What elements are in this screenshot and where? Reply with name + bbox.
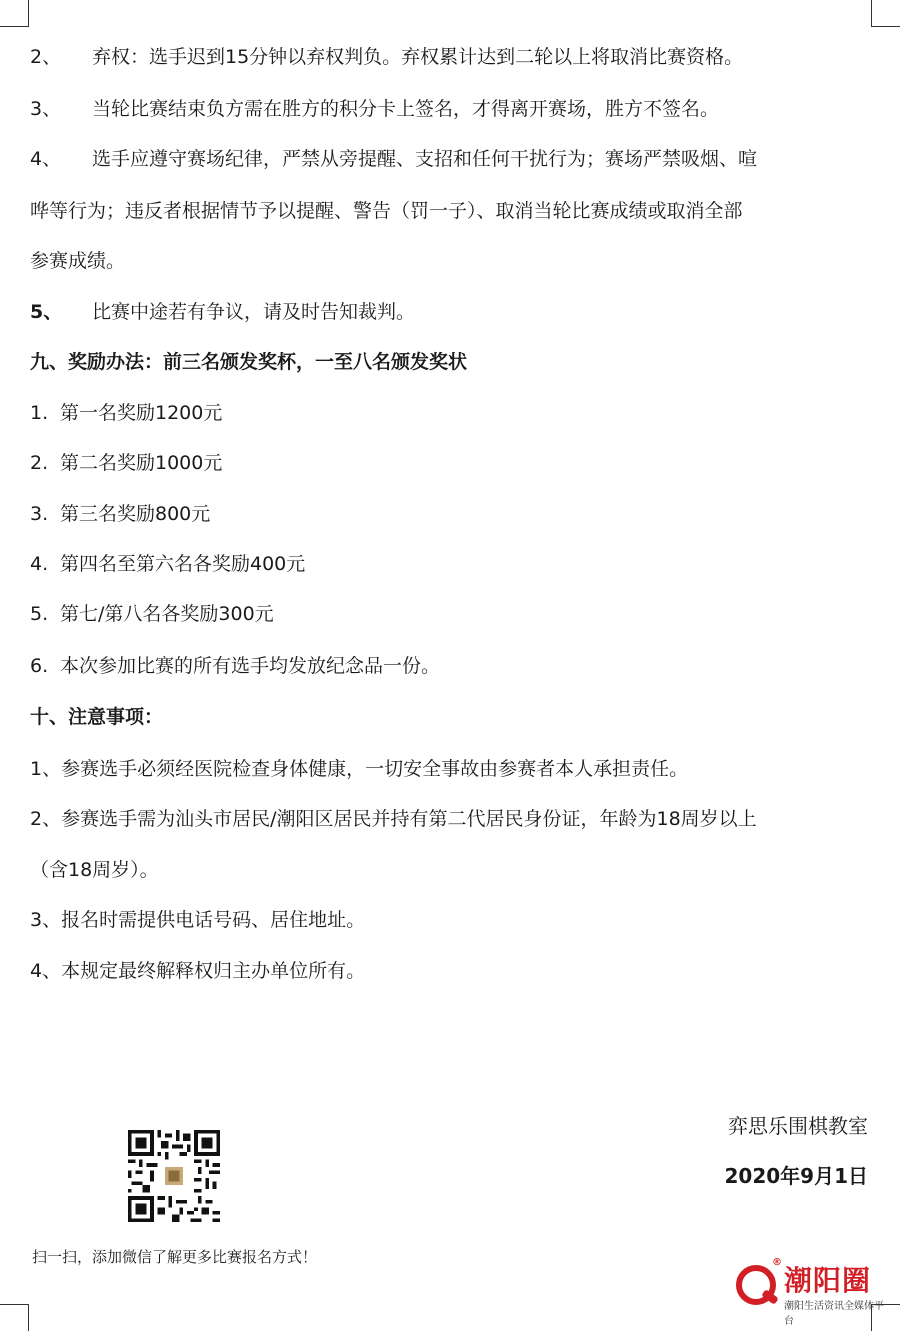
- note-item: 4、本规定最终解释权归主办单位所有。: [30, 960, 366, 982]
- note-item: 3、报名时需提供电话号码、居住地址。: [30, 909, 366, 931]
- note-continuation: （含18周岁）。: [30, 859, 159, 881]
- award-number: 2.: [30, 452, 49, 474]
- rule-item: [30, 96, 870, 122]
- rule-text: 选手应遵守赛场纪律，严禁从旁提醒、支招和任何干扰行为；赛场严禁吸烟、喧: [92, 148, 758, 170]
- section-heading-notes: 十、注意事项：: [30, 706, 164, 728]
- brand-name: 潮阳圈: [784, 1264, 872, 1297]
- brand-tagline: 潮阳生活资讯全媒体平台: [784, 1301, 884, 1327]
- award-text: 第四名至第六名各奖励400元: [60, 553, 306, 575]
- award-number: 3.: [30, 503, 49, 525]
- registered-mark: ®: [772, 1257, 782, 1268]
- rule-text: 比赛中途若有争议，请及时告知裁判。: [92, 301, 416, 323]
- rule-number: 3、: [30, 98, 62, 120]
- organizer-name: 弈思乐围棋教室: [728, 1114, 868, 1138]
- rule-continuation: 哗等行为；违反者根据情节予以提醒、警告（罚一子）、取消当轮比赛成绩或取消全部: [30, 200, 743, 222]
- award-item: [30, 400, 870, 426]
- rule-continuation: 参赛成绩。: [30, 250, 126, 272]
- rule-text: 弃权：选手迟到15分钟以弃权判负。弃权累计达到二轮以上将取消比赛资格。: [92, 46, 744, 68]
- rule-text: 当轮比赛结束负方需在胜方的积分卡上签名，才得离开赛场，胜方不签名。: [92, 98, 720, 120]
- note-item: 2、参赛选手需为汕头市居民/潮阳区居民并持有第二代居民身份证，年龄为18周岁以上: [30, 808, 757, 830]
- award-text: 第三名奖励800元: [60, 503, 211, 525]
- crop-mark-top-right: [871, 0, 900, 27]
- award-item: [30, 501, 870, 527]
- section-heading-awards: 九、奖励办法：前三名颁发奖杯，一至八名颁发奖状: [30, 351, 468, 373]
- award-item: [30, 601, 870, 627]
- award-number: 5.: [30, 603, 49, 625]
- brand-watermark: [736, 1257, 886, 1327]
- award-number: 4.: [30, 553, 49, 575]
- crop-mark-bottom-left: [0, 1304, 29, 1331]
- award-item: [30, 653, 870, 679]
- note-item: 1、参赛选手必须经医院检查身体健康，一切安全事故由参赛者本人承担责任。: [30, 758, 689, 780]
- award-text: 第一名奖励1200元: [60, 402, 223, 424]
- award-item: [30, 450, 870, 476]
- issue-date: 2020年9月1日: [724, 1164, 868, 1188]
- rule-number: 2、: [30, 46, 62, 68]
- rule-item: [30, 146, 870, 172]
- rule-number: 4、: [30, 148, 62, 170]
- qr-caption: 扫一扫，添加微信了解更多比赛报名方式！: [32, 1248, 318, 1266]
- rule-item: [30, 299, 870, 325]
- award-number: 6.: [30, 655, 49, 677]
- crop-mark-top-left: [0, 0, 29, 27]
- award-text: 本次参加比赛的所有选手均发放纪念品一份。: [60, 655, 441, 677]
- award-item: [30, 551, 870, 577]
- wechat-qr-code: [128, 1130, 220, 1222]
- award-text: 第二名奖励1000元: [60, 452, 223, 474]
- award-number: 1.: [30, 402, 49, 424]
- rule-item: [30, 44, 870, 70]
- award-text: 第七/第八名各奖励300元: [60, 603, 274, 625]
- rule-number: 5、: [30, 301, 63, 323]
